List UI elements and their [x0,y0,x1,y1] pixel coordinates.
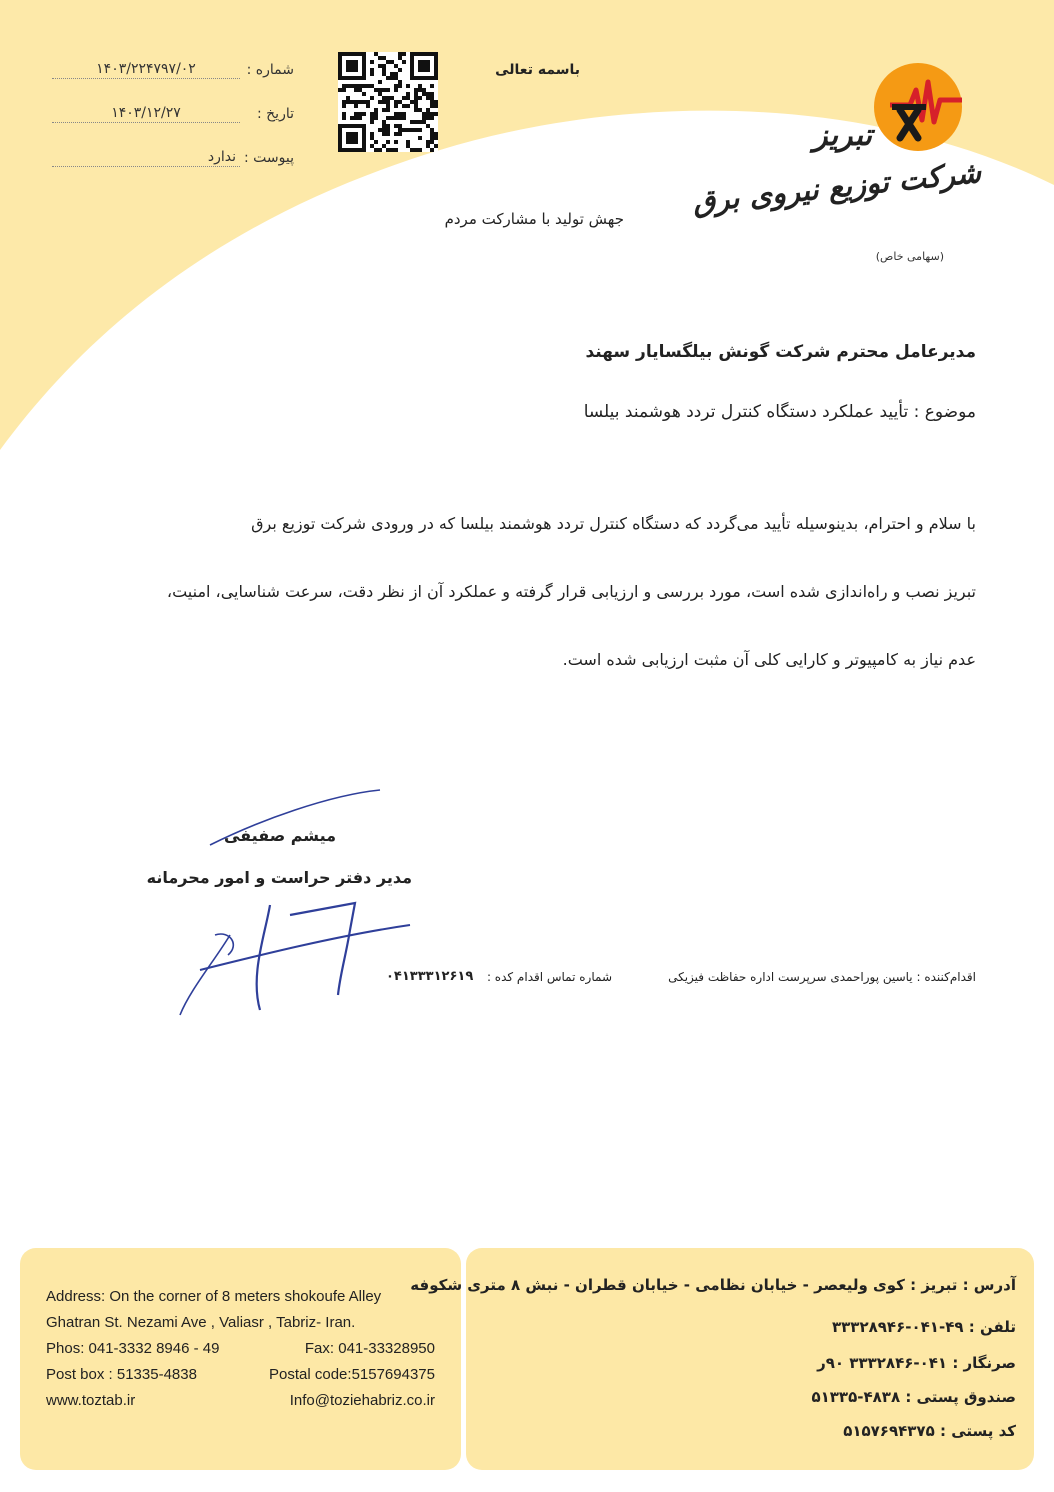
logo-emblem-icon [870,60,965,155]
footer-english-box [20,1248,461,1470]
footer-persian-box [410,1248,1034,1470]
company-logo [691,58,992,273]
signatory-name: میشم صفیفی [223,826,336,845]
contact-label: شماره تماس اقدام کده : [486,970,612,984]
logo-subtitle: (سهامی خاص) [875,250,944,263]
contact-number: ۰۴۱۳۳۳۱۲۶۱۹ [386,969,474,984]
post-box-fa: صندوق پستی : ۴۸۳۸-۵۱۳۳۵ [811,1388,1016,1406]
fax-fa: صرنگار : ۰۴۱-۳۳۳۲۸۴۶ ۹۰ر [817,1354,1016,1372]
logo-text-company: شرکت توزیع نیروی برق [691,154,983,220]
postal-code-fa: کد پستی : ۵۱۵۷۶۹۴۳۷۵ [843,1422,1016,1440]
post-box-en: Post box : 51335-4838 [46,1366,197,1383]
date-label: تاریخ : [256,106,294,122]
website-link[interactable]: www.toztab.ir [46,1392,136,1409]
number-label: شماره : [246,62,294,78]
postal-code-en: Postal code:5157694375 [269,1366,435,1383]
email-link[interactable]: Info@toziehabriz.co.ir [289,1392,435,1409]
attachment-value: ندارد [52,148,240,167]
number-value: ۱۴۰۳/۲۲۴۷۹۷/۰۲ [52,60,240,79]
invocation: باسمه تعالی [495,62,580,78]
recipient: مدیرعامل محترم شرکت گونش بیلگسایار سهند [585,342,976,362]
body-line-3: عدم نیاز به کامپیوتر و کارایی کلی آن مثبت ارزیابی شده است. [562,650,976,669]
address-fa: آدرس : تبریز : کوی ولیعصر - خیابان نظامی - خیابان قطران - نبش ۸ متری شکوفه [410,1276,1016,1294]
attachment-label: پیوست : [244,150,294,166]
action-by: اقدام‌کننده : یاسین پوراحمدی سرپرست اداره حفاظت فیزیکی [668,970,976,984]
handwritten-signature [170,785,420,1025]
subject: موضوع : تأیید عملکرد دستگاه کنترل تردد هوشمند بیلسا [583,402,976,422]
body-line-1: با سلام و احترام، بدینوسیله تأیید می‌گردد که دستگاه کنترل تردد هوشمند بیلسا که در ورودی شرکت توزیع برق [251,514,976,533]
signatory-title: مدیر دفتر حراست و امور محرمانه [146,868,412,887]
phone-en: Phos: 041-3332 8946 - 49 [46,1340,220,1357]
body-line-2: تبریز نصب و راه‌اندازی شده است، مورد بررسی و ارزیابی قرار گرفته و عملکرد آن از نظر دقت، سرعت شناسایی، امنیت، [166,582,976,601]
address-label: Address: [46,1288,106,1305]
qr-code [338,52,438,152]
address-text-1: On the corner of 8 meters shokoufe Alley [109,1288,382,1305]
slogan: جهش تولید با مشارکت مردم [444,210,624,228]
phone-fa: تلفن : ۴۹-۰۴۱-۳۳۳۲۸۹۴۶ [832,1318,1016,1336]
logo-text-city: تبریز [813,118,872,153]
address-line-2: Ghatran St. Nezami Ave , Valiasr , Tabriz- Iran. [46,1314,356,1331]
fax-en: Fax: 041-33328950 [304,1340,435,1357]
address-line-1 [46,1288,381,1305]
date-value: ۱۴۰۳/۱۲/۲۷ [52,104,240,123]
